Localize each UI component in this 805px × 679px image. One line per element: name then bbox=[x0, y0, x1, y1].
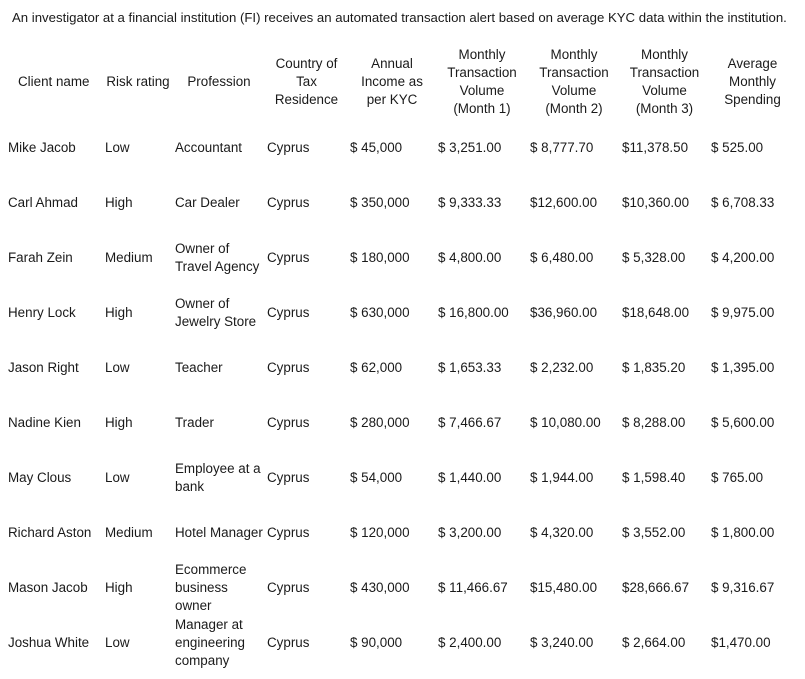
cell-client-name: Jason Right bbox=[8, 359, 79, 375]
cell-client-name: Nadine Kien bbox=[8, 414, 81, 430]
cell-risk-rating: Low bbox=[105, 469, 130, 485]
cell-average-monthly-spending: $ 9,316.67 bbox=[711, 579, 775, 595]
cell-risk-rating: High bbox=[105, 194, 133, 210]
col-month-2-volume: Monthly Transaction Volume (Month 2) bbox=[539, 47, 609, 116]
cell-profession: Manager at engineering company bbox=[175, 616, 245, 668]
cell-month-3-volume: $10,360.00 bbox=[622, 194, 690, 210]
cell-annual-income: $ 90,000 bbox=[350, 634, 403, 650]
cell-month-3-volume: $ 3,552.00 bbox=[622, 524, 686, 540]
cell-profession: Owner of Jewelry Store bbox=[175, 295, 257, 329]
cell-profession: Owner of Travel Agency bbox=[175, 240, 260, 274]
cell-month-2-volume: $ 6,480.00 bbox=[530, 249, 594, 265]
cell-annual-income: $ 430,000 bbox=[350, 579, 410, 595]
cell-country: Cyprus bbox=[267, 634, 310, 650]
cell-average-monthly-spending: $1,470.00 bbox=[711, 634, 771, 650]
cell-month-3-volume: $11,378.50 bbox=[622, 139, 689, 155]
cell-profession: Employee at a bank bbox=[175, 460, 261, 494]
cell-country: Cyprus bbox=[267, 194, 310, 210]
cell-month-1-volume: $ 3,200.00 bbox=[438, 524, 502, 540]
cell-risk-rating: High bbox=[105, 414, 133, 430]
table-row bbox=[6, 395, 796, 450]
cell-annual-income: $ 45,000 bbox=[350, 139, 403, 155]
cell-month-3-volume: $ 1,835.20 bbox=[622, 359, 686, 375]
col-client-name: Client name bbox=[18, 74, 90, 89]
col-profession: Profession bbox=[187, 74, 251, 89]
cell-month-2-volume: $ 1,944.00 bbox=[530, 469, 594, 485]
table-body bbox=[6, 120, 796, 670]
cell-month-2-volume: $ 3,240.00 bbox=[530, 634, 594, 650]
cell-month-3-volume: $ 8,288.00 bbox=[622, 414, 686, 430]
cell-month-2-volume: $ 10,080.00 bbox=[530, 414, 601, 430]
cell-country: Cyprus bbox=[267, 469, 310, 485]
cell-month-1-volume: $ 1,653.33 bbox=[438, 359, 502, 375]
cell-risk-rating: Low bbox=[105, 139, 130, 155]
col-month-3-volume: Monthly Transaction Volume (Month 3) bbox=[629, 47, 700, 116]
col-average-monthly-spending: Average Monthly Spending bbox=[724, 56, 781, 107]
cell-annual-income: $ 120,000 bbox=[350, 524, 410, 540]
cell-month-1-volume: $ 7,466.67 bbox=[438, 414, 502, 430]
cell-annual-income: $ 54,000 bbox=[350, 469, 403, 485]
cell-month-1-volume: $ 11,466.67 bbox=[438, 579, 508, 595]
table-row bbox=[6, 285, 796, 340]
cell-month-2-volume: $ 2,232.00 bbox=[530, 359, 594, 375]
table-row bbox=[6, 615, 796, 670]
cell-month-2-volume: $15,480.00 bbox=[530, 579, 598, 595]
cell-risk-rating: High bbox=[105, 304, 133, 320]
cell-month-2-volume: $12,600.00 bbox=[530, 194, 598, 210]
cell-month-2-volume: $ 4,320.00 bbox=[530, 524, 594, 540]
col-month-1-volume: Monthly Transaction Volume (Month 1) bbox=[447, 47, 517, 116]
cell-country: Cyprus bbox=[267, 414, 310, 430]
cell-month-1-volume: $ 1,440.00 bbox=[438, 469, 502, 485]
cell-risk-rating: Medium bbox=[105, 249, 153, 265]
cell-profession: Trader bbox=[175, 414, 214, 430]
cell-month-1-volume: $ 4,800.00 bbox=[438, 249, 502, 265]
cell-month-1-volume: $ 16,800.00 bbox=[438, 304, 509, 320]
table-row bbox=[6, 120, 796, 175]
cell-month-3-volume: $18,648.00 bbox=[622, 304, 690, 320]
table-row bbox=[6, 230, 796, 285]
cell-month-1-volume: $ 3,251.00 bbox=[438, 139, 502, 155]
cell-month-2-volume: $ 8,777.70 bbox=[530, 139, 594, 155]
cell-month-2-volume: $36,960.00 bbox=[530, 304, 598, 320]
cell-risk-rating: Medium bbox=[105, 524, 153, 540]
cell-average-monthly-spending: $ 4,200.00 bbox=[711, 249, 775, 265]
cell-profession: Hotel Manager bbox=[175, 524, 263, 540]
kyc-alert-table bbox=[6, 44, 796, 670]
cell-country: Cyprus bbox=[267, 249, 310, 265]
cell-client-name: Mason Jacob bbox=[8, 579, 88, 595]
cell-month-3-volume: $ 1,598.40 bbox=[622, 469, 686, 485]
cell-risk-rating: Low bbox=[105, 634, 130, 650]
cell-profession: Accountant bbox=[175, 139, 242, 155]
cell-country: Cyprus bbox=[267, 524, 310, 540]
table-row bbox=[6, 450, 796, 505]
col-annual-income: Annual Income as per KYC bbox=[361, 56, 423, 107]
cell-average-monthly-spending: $ 1,800.00 bbox=[711, 524, 775, 540]
cell-country: Cyprus bbox=[267, 359, 310, 375]
header-row bbox=[6, 44, 796, 120]
cell-average-monthly-spending: $ 9,975.00 bbox=[711, 304, 775, 320]
cell-client-name: May Clous bbox=[8, 469, 72, 485]
cell-month-1-volume: $ 9,333.33 bbox=[438, 194, 502, 210]
table-row bbox=[6, 560, 796, 615]
cell-profession: Car Dealer bbox=[175, 194, 240, 210]
table-header bbox=[6, 44, 796, 120]
cell-client-name: Carl Ahmad bbox=[8, 194, 78, 210]
table-row bbox=[6, 175, 796, 230]
col-country-of-tax-residence: Country of Tax Residence bbox=[274, 56, 339, 107]
cell-annual-income: $ 62,000 bbox=[350, 359, 403, 375]
cell-month-3-volume: $ 5,328.00 bbox=[622, 249, 686, 265]
cell-month-3-volume: $28,666.67 bbox=[622, 579, 690, 595]
table-row bbox=[6, 340, 796, 395]
cell-average-monthly-spending: $ 1,395.00 bbox=[711, 359, 775, 375]
cell-average-monthly-spending: $ 5,600.00 bbox=[711, 414, 775, 430]
cell-profession: Ecommerce business owner bbox=[175, 561, 247, 613]
cell-annual-income: $ 280,000 bbox=[350, 414, 410, 430]
table-row bbox=[6, 505, 796, 560]
cell-client-name: Mike Jacob bbox=[8, 139, 76, 155]
col-risk-rating: Risk rating bbox=[106, 74, 170, 89]
cell-average-monthly-spending: $ 6,708.33 bbox=[711, 194, 775, 210]
cell-annual-income: $ 630,000 bbox=[350, 304, 410, 320]
cell-country: Cyprus bbox=[267, 579, 310, 595]
cell-country: Cyprus bbox=[267, 304, 310, 320]
intro-text: An investigator at a financial institution (FI) receives an automated transaction alert based on average KYC data within the institution. bbox=[12, 10, 787, 25]
cell-profession: Teacher bbox=[175, 359, 223, 375]
cell-client-name: Richard Aston bbox=[8, 524, 92, 540]
cell-annual-income: $ 180,000 bbox=[350, 249, 410, 265]
cell-client-name: Henry Lock bbox=[8, 304, 76, 320]
cell-risk-rating: High bbox=[105, 579, 133, 595]
cell-average-monthly-spending: $ 525.00 bbox=[711, 139, 764, 155]
cell-client-name: Farah Zein bbox=[8, 249, 73, 265]
cell-country: Cyprus bbox=[267, 139, 310, 155]
cell-month-1-volume: $ 2,400.00 bbox=[438, 634, 502, 650]
cell-risk-rating: Low bbox=[105, 359, 130, 375]
cell-average-monthly-spending: $ 765.00 bbox=[711, 469, 764, 485]
cell-month-3-volume: $ 2,664.00 bbox=[622, 634, 686, 650]
cell-client-name: Joshua White bbox=[8, 634, 90, 650]
cell-annual-income: $ 350,000 bbox=[350, 194, 410, 210]
